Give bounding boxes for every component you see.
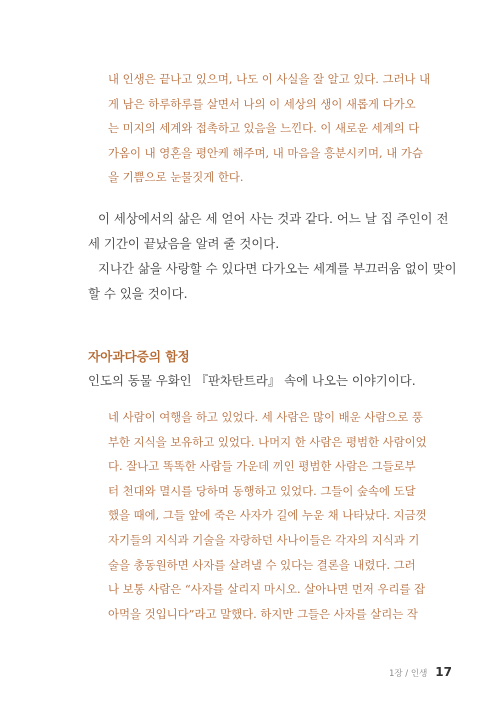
quote-line: 다. 잘나고 똑똑한 사람들 가운데 끼인 평범한 사람은 그들로부 xyxy=(108,459,416,474)
quote-line: 네 사람이 여행을 하고 있었다. 세 사람은 많이 배운 사람으로 풍 xyxy=(108,410,423,424)
quote-line: 을 기쁨으로 눈물짓게 한다. xyxy=(108,170,244,185)
chapter-label: 1장 / 인생 xyxy=(388,669,428,679)
quote-block-1 xyxy=(108,67,432,190)
quote-line: 술을 총동원하면 사자를 살려낼 수 있다는 결론을 내렸다. 그러 xyxy=(108,557,416,572)
page-footer xyxy=(389,665,452,679)
quote-line: 부한 지식을 보유하고 있었다. 나머지 한 사람은 평범한 사람이었 xyxy=(108,434,427,449)
body-paragraph xyxy=(88,206,457,306)
page-number: 17 xyxy=(435,665,452,679)
quote-line: 가옴이 내 영혼을 평안케 해주며, 내 마음을 흥분시키며, 내 가슴 xyxy=(108,145,423,160)
quote-line: 터 천대와 멸시를 당하며 동행하고 있었다. 그들이 숲속에 도달 xyxy=(108,483,416,498)
quote-line: 는 미지의 세계와 접촉하고 있음을 느낀다. 이 새로운 세계의 다 xyxy=(108,121,420,136)
body-line: 지나간 삶을 사랑할 수 있다면 다가오는 세계를 부끄러움 없이 맞이 xyxy=(98,261,457,276)
body-line: 할 수 있을 것이다. xyxy=(88,286,188,301)
quote-line: 자기들의 지식과 기술을 자랑하던 사나이들은 각자의 지식과 기 xyxy=(108,532,420,547)
quote-line: 게 남은 하루하루를 살면서 나의 이 세상의 생이 새롭게 다가오 xyxy=(108,96,416,111)
section-heading: 자아과다증의 함정 xyxy=(88,349,190,364)
quote-line: 내 인생은 끝나고 있으며, 나도 이 사실을 잘 알고 있다. 그러나 내 xyxy=(108,72,431,86)
section-intro: 인도의 동물 우화인 『판차탄트라』 속에 나오는 이야기이다. xyxy=(88,373,416,388)
quote-line: 나 보통 사람은 “사자를 살리지 마시오. 살아나면 먼저 우리를 잡 xyxy=(108,582,426,597)
quote-block-2 xyxy=(108,405,432,626)
quote-line: 했을 때에, 그들 앞에 죽은 사자가 길에 누운 채 나타났다. 지금껏 xyxy=(108,508,427,523)
body-line: 세 기간이 끝났음을 알려 줄 것이다. xyxy=(88,236,280,251)
body-line: 이 세상에서의 삶은 세 얻어 사는 것과 같다. 어느 날 집 주인이 전 xyxy=(98,211,449,226)
quote-line: 아먹을 것입니다”라고 말했다. 하지만 그들은 사자를 살리는 작 xyxy=(108,606,418,621)
